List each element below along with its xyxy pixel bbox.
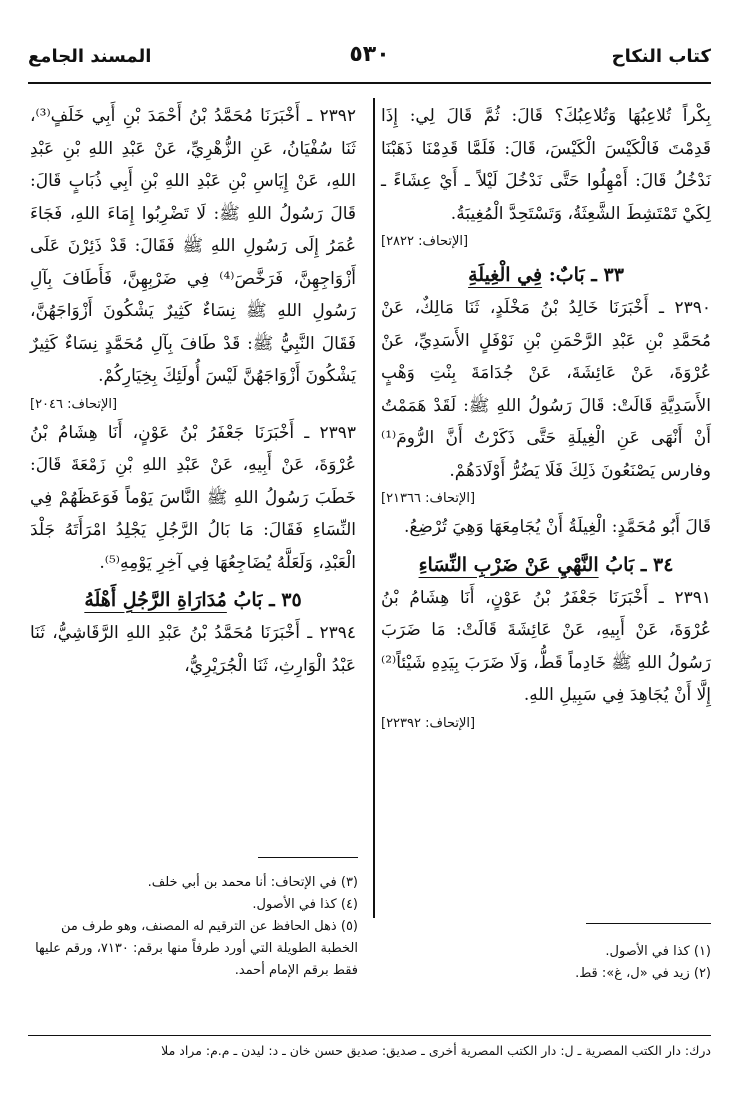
chapter-heading-34 — [381, 554, 711, 576]
right-column — [381, 100, 711, 736]
chapter-heading-35 — [30, 589, 356, 611]
hadith-body: ٢٣٩١ ـ أَخْبَرَنَا جَعْفَرُ بْنُ عَوْنٍ، أَنَا هِشَامُ بْنُ عُرْوَةَ، عَنْ أَبِيهِ، عَنْ عَائِشَةَ قَالَتْ: مَا ضَرَبَ رَسُولُ اللهِ ﷺ خَادِماً قَطُّ، وَلَا ضَرَبَ بِيَدِهِ شَيْئاً⁽²⁾ إِلَّا أَنْ يُجَاهِدَ فِي سَبِيلِ اللهِ. — [381, 587, 711, 705]
chapter-heading-33 — [381, 264, 711, 286]
hadith-body: ٢٣٩٠ ـ أَخْبَرَنَا خَالِدُ بْنُ مَخْلَدٍ، ثَنَا مَالِكٌ، عَنْ مُحَمَّدِ بْنِ عَبْدِ الرَّحْمَنِ بْنِ نَوْفَلٍ الأَسَدِيِّ، عَنْ عُرْوَةَ، عَنْ عَائِشَةَ، عَنْ جُدَامَةَ بِنْتِ وَهْبٍ الأَسَدِيَّةِ قَالَتْ: قَالَ رَسُولُ اللهِ ﷺ: لَقَدْ هَمَمْتُ أَنْ أَنْهَى عَنِ الْغِيلَةِ حَتَّى ذَكَرْتُ أَنَّ الرُّومَ⁽¹⁾ وفارس يَصْنَعُونَ ذَلِكَ فَلَا يَضُرُّ أَوْلَادَهُمْ. — [381, 298, 711, 481]
page-number: ٥٣٠ — [349, 42, 390, 67]
footnote: (١) كذا في الأصول. — [605, 944, 711, 959]
footnote: (٥) ذهل الحافظ عن الترقيم له المصنف، وهو طرف من الخطبة الطويلة التي أورد طرفاً منها برقم: ٧١٣٠، ورقم عليها فقط برقم الإمام أحمد. — [35, 919, 358, 978]
ithaf-reference: [الإتحاف: ٢١٣٦٦] — [381, 491, 476, 506]
chapter-title: فِي الْغِيلَةِ — [468, 264, 543, 286]
author-comment: قَالَ أَبُو مُحَمَّدٍ: الْغِيلَةُ أَنْ يُجَامِعَهَا وَهِيَ تُرْضِعُ. — [403, 517, 711, 537]
hadith-text: ٢٣٩٣ ـ أَخْبَرَنَا جَعْفَرُ بْنُ عَوْنٍ، أَنَا هِشَامُ بْنُ عُرْوَةَ، عَنْ أَبِيهِ، عَنْ عَبْدِ اللهِ بْنِ زَمْعَةَ قَالَ: خَطَبَ رَسُولُ اللهِ ﷺ النَّاسَ يَوْماً فَوَعَظَهُمْ فِي النِّسَاءِ فَقَالَ: مَا بَالُ الرَّجُلِ يَجْلِدُ امْرَأَتَهُ جَلْدَ الْعَبْدِ، وَلَعَلَّهُ يُضَاجِعُهَا فِي آخِرِ يَوْمِهِ⁽⁵⁾. — [30, 422, 356, 573]
ithaf-reference: [الإتحاف: ٢٠٤٦] — [30, 396, 118, 412]
book-title: المسند الجامع — [28, 46, 152, 67]
page-header — [28, 42, 711, 82]
chapter-label: ٣٤ ـ بَابُ — [605, 553, 674, 576]
chapter-title: النَّهْيِ عَنْ ضَرْبِ النِّسَاءِ — [418, 553, 599, 576]
hadith-text — [30, 100, 356, 417]
footnote: (٤) كذا في الأصول. — [252, 897, 358, 912]
footer-rule — [28, 1035, 711, 1036]
hadith-body: ٢٣٩٢ ـ أَخْبَرَنَا مُحَمَّدُ بْنُ أَحْمَدَ بْنِ أَبِي خَلَفٍ⁽³⁾، ثَنَا سُفْيَانُ، عَنِ الزُّهْرِيِّ، عَنْ عَبْدِ اللهِ بْنِ عَبْدِ اللهِ، عَنْ إِيَاسِ بْنِ عَبْدِ اللهِ بْنِ أَبِي ذُبَابٍ قَالَ: قَالَ رَسُولُ اللهِ ﷺ: لَا تَضْرِبُوا إِمَاءَ اللهِ، فَجَاءَ عُمَرُ إِلَى رَسُولِ اللهِ ﷺ فَقَالَ: قَدْ ذَئِرْنَ عَلَى أَزْوَاجِهِنَّ، فَرَخَّصَ⁽⁴⁾ فِي ضَرْبِهِنَّ، فَأَطَافَ بِآلِ رَسُولِ اللهِ ﷺ نِسَاءٌ كَثِيرٌ يَشْكُونَ أَزْوَاجَهُنَّ، فَقَالَ النَّبِيُّ ﷺ: قَدْ طَافَ بِآلِ مُحَمَّدٍ نِسَاءٌ كَثِيرٌ يَشْكُونَ أَزْوَاجَهُنَّ لَيْسَ أُولَئِكَ بِخِيَارِكُمْ. — [30, 106, 356, 386]
column-divider — [373, 98, 375, 918]
footnote: (٢) زيد في «ل، غ»: قط. — [575, 966, 711, 981]
hadith-text — [381, 582, 711, 736]
footnotes-left — [30, 872, 358, 982]
footnote-rule — [586, 923, 711, 924]
left-column — [30, 100, 356, 682]
chapter-title: مُدَارَاةِ الرَّجُلِ أَهْلَهُ — [84, 589, 227, 611]
hadith-body: بِكْراً تُلاعِبُهَا وَتُلاعِبُكَ؟ قَالَ: ثُمَّ قَالَ لِي: إِذَا قَدِمْتَ فَالْكَيْسَ الْكَيْسَ، قَالَ: فَلَمَّا قَدِمْنَا ذَهَبْنَا نَدْخُلُ قَالَ: أَمْهِلُوا حَتَّى نَدْخُلَ لَيْلاً ـ أَيْ عِشَاءً ـ لِكَيْ تَمْتَشِطَ الشَّعِثَةُ، وَتَسْتَحِدَّ الْمُغِيبَةُ. — [381, 106, 711, 224]
footnote: (٣) في الإتحاف: أنا محمد بن أبي خلف. — [147, 875, 358, 890]
chapter-label: ٣٥ ـ بَابُ — [233, 589, 302, 611]
book-section-title: كتاب النكاح — [611, 46, 711, 67]
manuscript-key: درك: دار الكتب المصرية ـ ل: دار الكتب المصرية أخرى ـ صديق: صديق حسن خان ـ د: ليدن ـ م.م: مراد ملا — [161, 1043, 711, 1058]
hadith-text — [381, 100, 711, 254]
footnote-rule — [258, 857, 358, 858]
hadith-text — [381, 292, 711, 511]
ithaf-reference: [الإتحاف: ٢٢٣٩٢] — [381, 715, 476, 731]
chapter-label: ٣٣ ـ بَابٌ: — [548, 264, 624, 286]
ithaf-reference: [الإتحاف: ٢٨٢٢] — [381, 234, 469, 249]
footnotes-right — [411, 941, 711, 985]
hadith-text: ٢٣٩٤ ـ أَخْبَرَنَا مُحَمَّدُ بْنُ عَبْدِ اللهِ الرَّقَاشِيُّ، ثَنَا عَبْدُ الْوَارِثِ، ثَنَا الْجُرَيْرِيُّ، — [30, 623, 356, 676]
header-rule — [28, 82, 711, 84]
